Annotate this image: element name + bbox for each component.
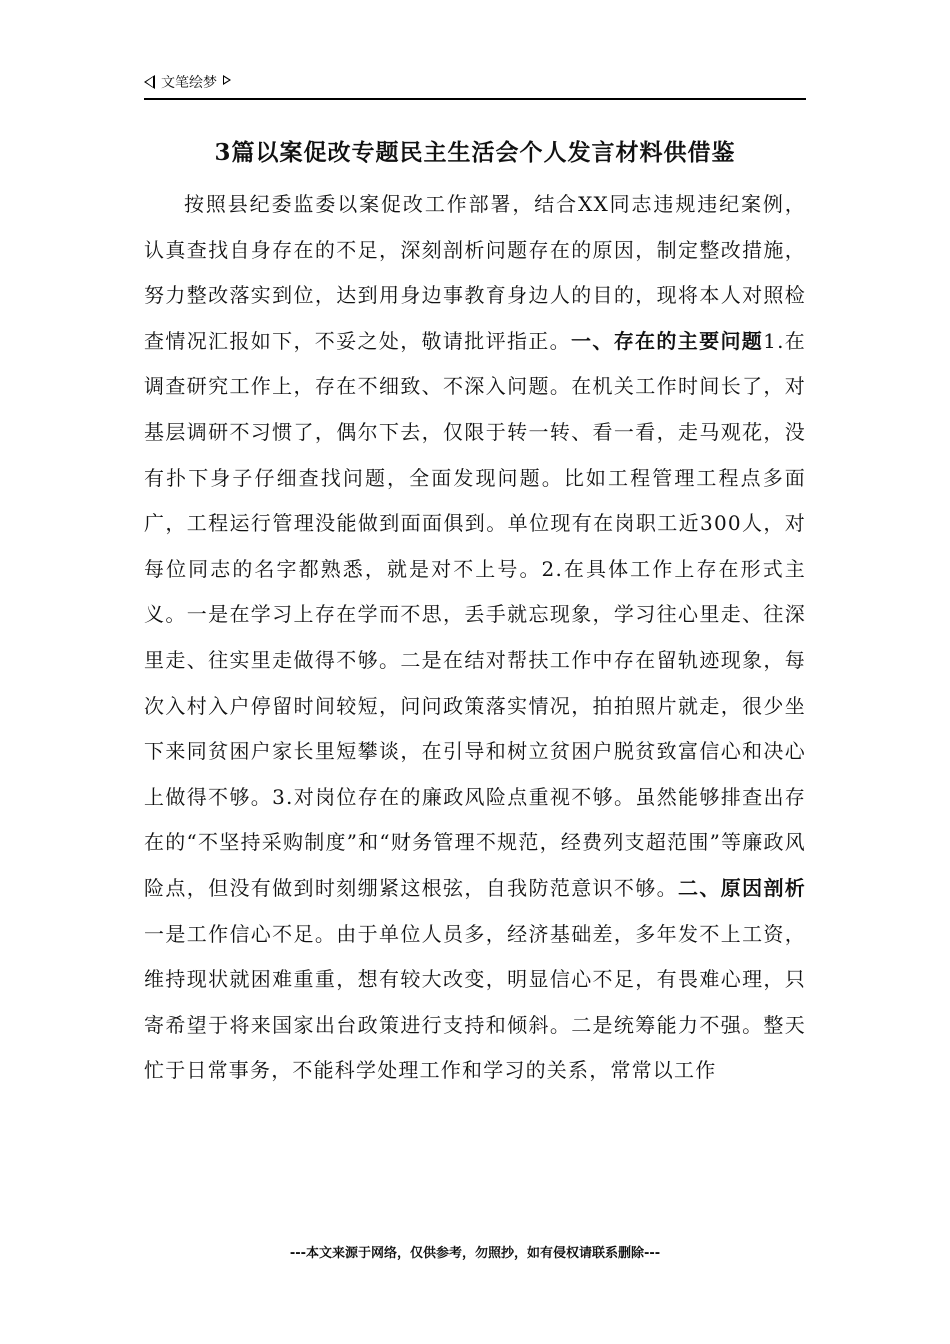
document-body	[144, 182, 806, 1094]
paragraph-intro: 按照县纪委监委以案促改工作部署，结合XX同志违规违纪案例，认真查找自身存在的不足，深刻剖析问题存在的原因，制定整改措施，努力整改落实到位，达到用身边事教育身边人的目的，现将本人对照检查情况汇报如下，不妥之处，敬请批评指正。	[144, 192, 806, 353]
paragraph-problems: 1.在调查研究工作上，存在不细致、不深入问题。在机关工作时间长了，对基层调研不习惯了，偶尔下去，仅限于转一转、看一看，走马观花，没有扑下身子仔细查找问题，全面发现问题。比如工程管理工程点多面广，工程运行管理没能做到面面俱到。单位现有在岗职工近300人，对每位同志的名字都熟悉，就是对不上号。2.在具体工作上存在形式主义。一是在学习上存在学而不思，丢手就忘现象，学习往心里走、往深里走、往实里走做得不够。二是在结对帮扶工作中存在留轨迹现象，每次入村入户停留时间较短，问问政策落实情况，拍拍照片就走，很少坐下来同贫困户家长里短攀谈，在引导和树立贫困户脱贫致富信心和决心上做得不够。3.对岗位存在的廉政风险点重视不够。虽然能够排查出存在的“不坚持采购制度”和“财务管理不规范，经费列支超范围”等廉政风险点，但没有做到时刻绷紧这根弦，自我防范意识不够。	[144, 328, 806, 900]
footer-notice: ---本文来源于网络，仅供参考，勿照抄，如有侵权请联系删除---	[289, 1246, 661, 1261]
document-title: 3篇以案促改专题民主生活会个人发言材料供借鉴	[214, 139, 736, 166]
header-brand: 文笔绘梦	[161, 75, 217, 91]
triangle-left-icon	[144, 75, 155, 89]
page-header	[144, 72, 806, 100]
paragraph-causes: 一是工作信心不足。由于单位人员多，经济基础差，多年发不上工资，维持现状就困难重重，想有较大改变，明显信心不足，有畏难心理，只寄希望于将来国家出台政策进行支持和倾斜。二是统筹能力不强。整天忙于日常事务，不能科学处理工作和学习的关系，常常以工作	[144, 921, 806, 1083]
section-heading-causes: 二、原因剖析	[678, 875, 806, 900]
triangle-right-icon	[223, 75, 231, 85]
section-heading-problems: 一、存在的主要问题	[571, 328, 764, 353]
